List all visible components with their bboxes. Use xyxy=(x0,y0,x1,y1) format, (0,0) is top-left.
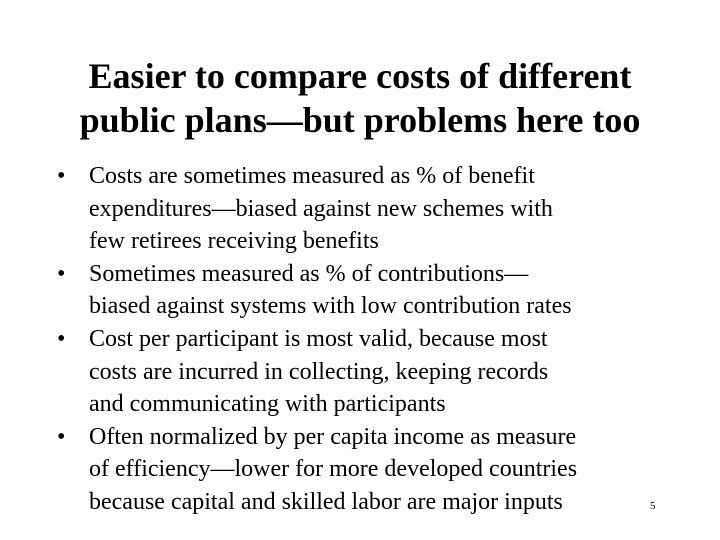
bullet-text-line: Costs are sometimes measured as % of benefit xyxy=(89,163,535,189)
bullet-icon: • xyxy=(57,163,66,189)
bullet-text-line: because capital and skilled labor are major inputs xyxy=(89,488,563,515)
title-line: public plans—but problems here too xyxy=(79,100,641,140)
bullet-item xyxy=(0,160,720,258)
bullet-text-line: costs are incurred in collecting, keeping records xyxy=(89,358,549,385)
page-number: 5 xyxy=(650,500,656,512)
bullet-text-line: Often normalized by per capita income as measure xyxy=(89,423,577,450)
title-line: Easier to compare costs of different xyxy=(88,56,632,96)
slide-title xyxy=(40,54,680,142)
bullet-item xyxy=(0,421,720,519)
bullet-text-line: expenditures—biased against new schemes with xyxy=(89,195,553,222)
bullet-item xyxy=(0,323,720,421)
bullet-icon: • xyxy=(57,260,66,287)
bullet-text-line: Sometimes measured as % of contributions— xyxy=(89,260,529,287)
bullet-item xyxy=(0,258,720,323)
bullet-text-line: biased against systems with low contribution rates xyxy=(89,293,572,320)
bullet-text-line: Cost per participant is most valid, because most xyxy=(89,325,548,352)
bullet-text-line: of efficiency—lower for more developed countries xyxy=(89,456,578,483)
bullet-text-line: and communicating with participants xyxy=(89,391,446,418)
bullet-icon: • xyxy=(57,325,66,352)
bullet-text-line: few retirees receiving benefits xyxy=(89,228,379,255)
bullet-list xyxy=(0,160,720,519)
bullet-icon: • xyxy=(57,423,66,450)
